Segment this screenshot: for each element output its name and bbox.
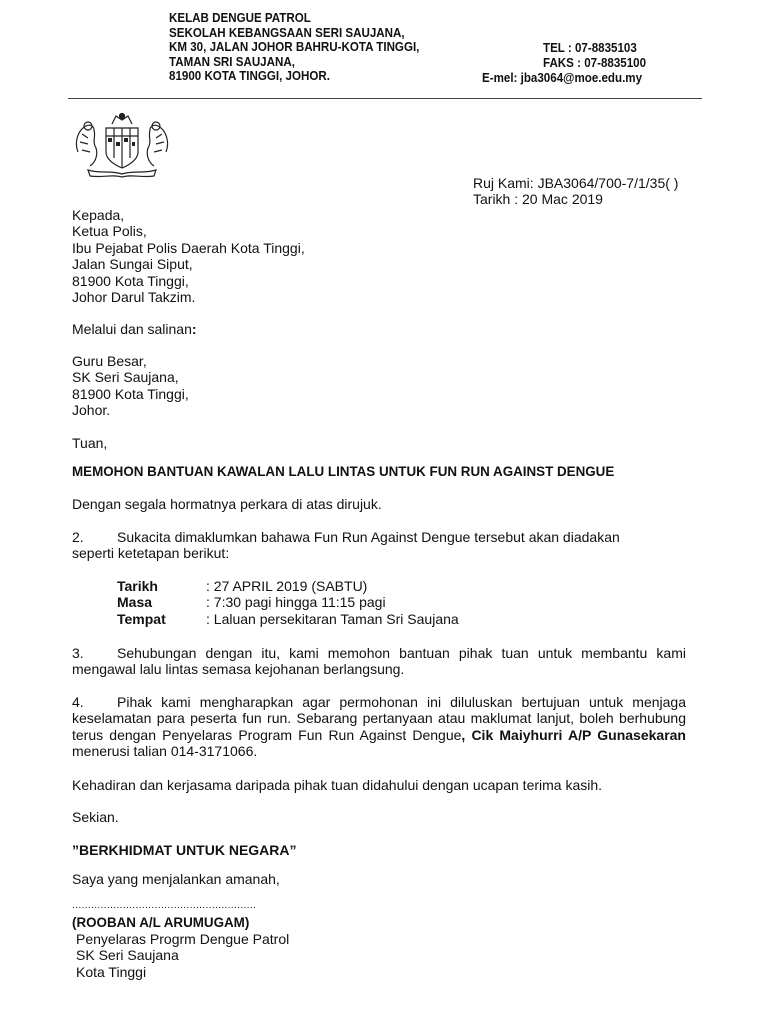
org-line: 81900 KOTA TINGGI, JOHOR.	[169, 69, 330, 84]
email-address: E-mel: jba3064@moe.edu.my	[482, 71, 643, 85]
letterhead-org	[169, 11, 419, 84]
para3	[72, 645, 686, 678]
detail-label: Tempat	[117, 610, 166, 627]
copy-line: 81900 Kota Tinggi,	[72, 385, 189, 402]
coordinator-name: , Cik Maiyhurri A/P Gunasekaran	[461, 726, 686, 743]
para4	[72, 694, 686, 760]
letter-date: Tarikh : 20 Mac 2019	[473, 191, 603, 207]
amanah-line: Saya yang menjalankan amanah,	[72, 871, 280, 887]
detail-value: : Laluan persekitaran Taman Sri Saujana	[206, 610, 459, 627]
copy-line: Johor.	[72, 402, 111, 419]
detail-value: : 7:30 pagi hingga 11:15 pagi	[206, 594, 386, 611]
copy-to-address	[72, 353, 189, 419]
salutation: Tuan,	[72, 435, 108, 451]
para4-number: 4.	[72, 694, 84, 710]
recipient-line: Jalan Sungai Siput,	[72, 256, 193, 273]
signatory-name: (ROOBAN A/L ARUMUGAM)	[72, 915, 250, 930]
recipient-line: Ketua Polis,	[72, 223, 147, 240]
org-line: TAMAN SRI SAUJANA,	[169, 54, 295, 69]
tel-number: TEL : 07-8835103	[543, 41, 637, 55]
intro-paragraph: Dengan segala hormatnya perkara di atas dirujuk.	[72, 496, 382, 512]
reference-number: Ruj Kami: JBA3064/700-7/1/35( )	[473, 175, 679, 191]
signatory-line: Penyelaras Progrm Dengue Patrol	[76, 931, 290, 947]
coat-of-arms-icon	[70, 112, 174, 178]
sekian: Sekian.	[72, 809, 119, 825]
fax-number: FAKS : 07-8835100	[543, 56, 647, 70]
para2-number: 2.	[72, 529, 84, 545]
recipient-address	[72, 207, 305, 305]
detail-row	[117, 610, 459, 627]
detail-label: Tarikh	[117, 578, 158, 594]
motto: ”BERKHIDMAT UNTUK NEGARA”	[72, 842, 297, 858]
signatory-title	[76, 931, 289, 980]
letterhead-divider	[68, 98, 702, 99]
para2-line2: seperti ketetapan berikut:	[72, 545, 230, 561]
copy-line: Guru Besar,	[72, 353, 147, 369]
para4-text: Pihak kami mengharapkan agar permohonan ini diluluskan bertujuan untuk menjaga keselamatan para peserta fun run. Sebarang pertanyaan atau maklumat lanjut, boleh berhubung terus dengan Penyelaras Program Fun Run Against Dengue	[72, 694, 686, 743]
signatory-line: SK Seri Saujana	[76, 947, 179, 964]
para3-text: Sehubungan dengan itu, kami memohon bantuan pihak tuan untuk membantu kami mengawal lalu lintas semasa kejohanan berlangsung.	[72, 645, 686, 678]
event-details	[117, 578, 459, 627]
detail-row	[117, 578, 368, 594]
detail-label: Masa	[117, 594, 153, 611]
recipient-line: Ibu Pejabat Polis Daerah Kota Tinggi,	[72, 239, 305, 256]
org-line: KM 30, JALAN JOHOR BAHRU-KOTA TINGGI,	[169, 40, 420, 55]
org-line: SEKOLAH KEBANGSAAN SERI SAUJANA,	[169, 25, 405, 40]
signature-dots: ..........................................................	[72, 900, 257, 911]
signatory-line: Kota Tinggi	[76, 963, 147, 980]
detail-row	[117, 594, 386, 611]
melalui-label: Melalui dan salinan:	[72, 321, 197, 337]
subject-heading: MEMOHON BANTUAN KAWALAN LALU LINTAS UNTUK FUN RUN AGAINST DENGUE	[72, 464, 615, 479]
closing-paragraph: Kehadiran dan kerjasama daripada pihak tuan didahului dengan ucapan terima kasih.	[72, 777, 603, 793]
recipient-line: Kepada,	[72, 207, 125, 223]
recipient-line: 81900 Kota Tinggi,	[72, 272, 189, 289]
org-line: KELAB DENGUE PATROL	[169, 11, 311, 25]
para4-contact: menerusi talian 014-3171066.	[72, 743, 258, 760]
recipient-line: Johor Darul Takzim.	[72, 289, 196, 306]
copy-line: SK Seri Saujana,	[72, 369, 179, 386]
para3-number: 3.	[72, 645, 84, 661]
detail-value: : 27 APRIL 2019 (SABTU)	[206, 578, 368, 594]
para2-line1: Sukacita dimaklumkan bahawa Fun Run Against Dengue tersebut akan diadakan	[117, 529, 620, 545]
